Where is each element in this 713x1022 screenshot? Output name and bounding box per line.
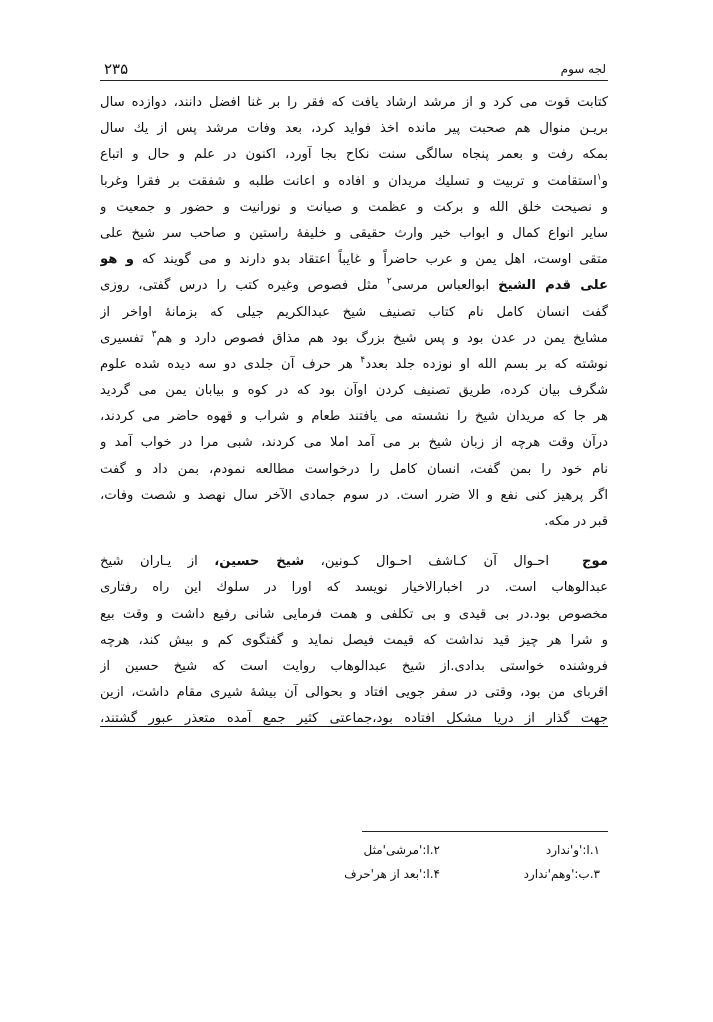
text-line: هر جا که مریدان شیخ را نشسته می یافتند طعام و شراب و قهوه حاضر می کردند، xyxy=(100,409,608,425)
footnote-row xyxy=(300,862,600,886)
section-keyword: موج xyxy=(582,554,608,570)
text-line: عبدالوهاب است. در اخبارالاخیار نویسد که اورا در سلوك این راه رفتاری xyxy=(100,580,608,596)
text-line: نوشته که بر بسم الله او نوزده جلد بعدد$^۴$ هر حرف آن جلدی دو سه دیده شده علوم xyxy=(100,355,608,372)
page-number: ۲۳۵ xyxy=(104,60,129,78)
footnote-mark: ۱ xyxy=(596,172,602,183)
footnote: ۴.ا:'بعد از هر'حرف xyxy=(344,867,440,881)
footnotes xyxy=(300,838,600,886)
text-line: اقربای من بود، وقتی در سفر جویی افتاد و بحوالی آن بیشهٔ شیری مقام داشت، ازین xyxy=(100,685,608,701)
footnote: ۱.ا:'و'ندارد xyxy=(545,843,600,857)
text-line: قبر در مکه. xyxy=(544,514,608,529)
text-line: فروشنده خواستی بدادی.از شیخ عبدالوهاب روایت است که شیخ حسین از xyxy=(100,658,608,674)
bold-phrase: علی قدم الشیخ xyxy=(498,278,608,294)
text-line: مشایخ یمن در عدن بود و پس شیخ بزرگ بود هم مذاق فصوص دارد و هم$^۳$ تفسیری xyxy=(100,329,608,346)
text-line: جهت گذار از دریا مشکل افتاده بود،جماعتی کثیر جمع آمده متعذر عبور گشتند، xyxy=(100,711,608,727)
main-text xyxy=(100,90,608,733)
text-line: و شرا هر چیز قید نداشت که قیمت فیصل نماید و گفتگوی کم و بیش کند، هرچه xyxy=(100,632,608,648)
text-line: کتابت قوت می کرد و از مرشد ارشاد یافت که فقر را بر غنا افضل دانند، دوازده سال xyxy=(100,95,608,110)
running-head: لجه سوم xyxy=(560,62,606,76)
page-header xyxy=(100,58,608,81)
text-line: شگرف بیان کرده، طریق تصنیف کردن اوآن بود که در کوه و بیابان یمن می گردید xyxy=(100,383,608,399)
text-line: سایر انواع کمال و ابواب خیر وارث حقیقی و خلیفهٔ راستین و صاحب سر شیخ علی xyxy=(100,225,608,241)
bold-phrase: و هو xyxy=(100,252,134,268)
footnote-rule xyxy=(362,831,608,832)
footnote-row xyxy=(300,838,600,862)
text-line: موج احـوال آن کـاشف احـوال کـونین، شیخ حسین، از یـاران شیخ xyxy=(100,554,608,570)
footnote-mark: ۲ xyxy=(386,276,392,287)
text-line: درآن وقت هرچه از زبان شیخ بر می آمد املا می کردند، شبی مرا در خواب آمد و xyxy=(100,435,608,451)
bold-phrase: شیخ حسین، xyxy=(214,554,305,570)
text-line: اگر پرهیز کنی نفع و الا ضرر است. در سوم جمادی الآخر سال نهصد و شصت وفات، xyxy=(100,487,608,503)
footnote: ۳.ب:'وهم'ندارد xyxy=(523,867,600,881)
paragraph-gap xyxy=(100,535,608,549)
footnote: ۲.ا:'مرشی'مثل xyxy=(363,843,440,857)
text-line: و$^۱$استقامت و تربیت و تسلیك مریدان و افاده و اعانت طلبه و شفقت بر فقرا وغربا xyxy=(100,172,608,189)
text-line: بریـن منوال هم صحبت پیر مانده اخذ فواید کرد، بعد وفات مرشد پس از یك سال xyxy=(100,121,608,137)
text-line: مخصوص بود.در بی قیدی و بی تکلفی و همت فرمایی شانی رفیع داشت و وقت بیع xyxy=(100,606,608,622)
text-line: علی قدم الشیخ ابوالعباس مرسی$^۲$ مثل فصوص وغیره کتب را درس گفتی، روزی xyxy=(100,276,608,294)
text-line: نام خود را بمن گفت، انسان کامل را درخواست مطالعه نمودم، بمن داد و گفت xyxy=(100,461,608,477)
text-line: گفت انسان کامل نام کتاب تصنیف شیخ عبدالکریم جیلی که بزمانهٔ اواخر از xyxy=(100,304,608,320)
footnote-mark: ۴ xyxy=(360,355,366,366)
text-line: متقی اوست، اهل یمن و عرب حاضراً و غایباً اعتقاد بدو دارند و می گویند که و هو xyxy=(100,252,608,268)
text-line: بمکه رفت و بعمر پنجاه سالگی سنت نکاح بجا آورد، اکنون در علم و حال و اتباع xyxy=(100,147,608,163)
text-line: و نصیحت خلق الله و برکت و عظمت و صیانت و نورانیت و حضور و جمعیت و xyxy=(100,199,608,215)
footnote-mark: ۳ xyxy=(151,329,157,340)
